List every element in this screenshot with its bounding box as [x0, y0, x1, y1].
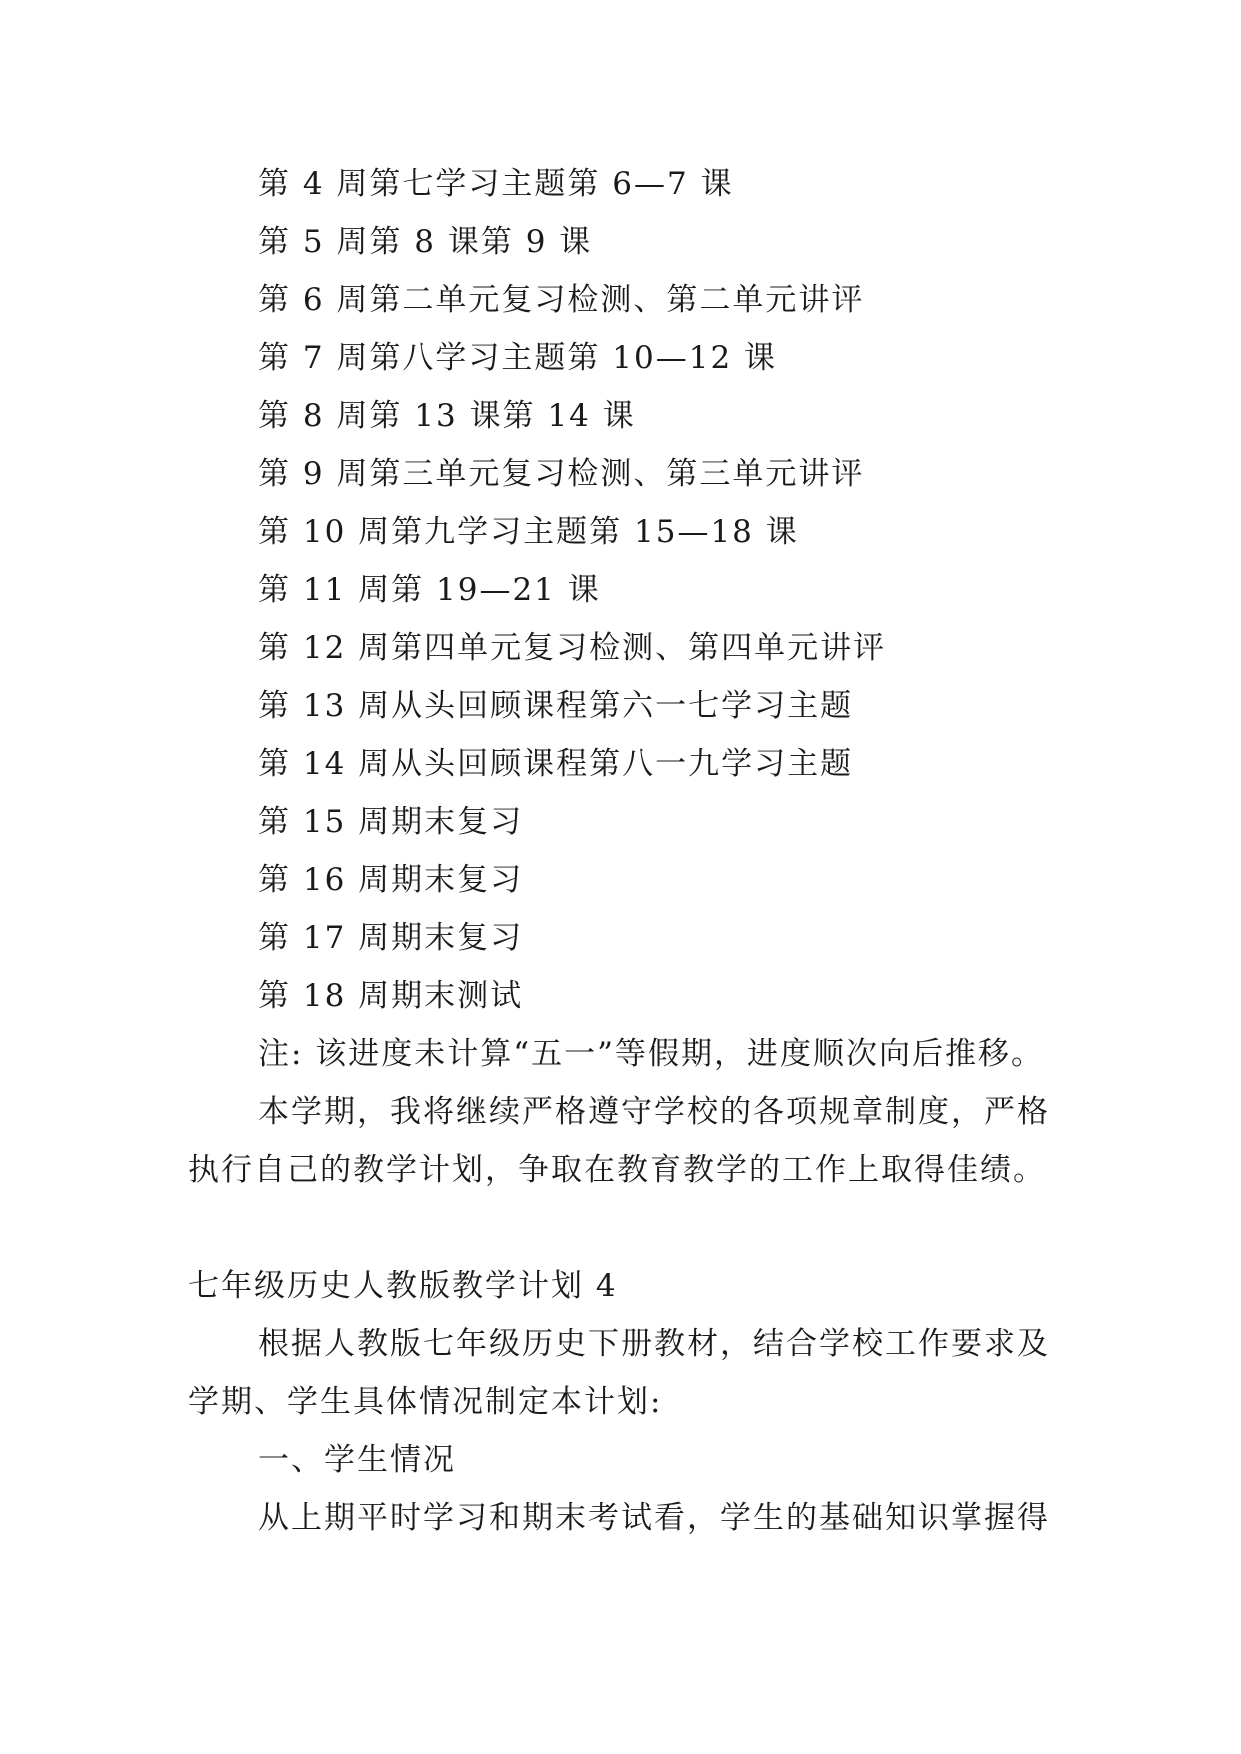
schedule-note: 注: 该进度未计算“五一”等假期，进度顺次向后推移。 [258, 1036, 1044, 1072]
schedule-line-week-18: 第 18 周期末测试 [258, 978, 524, 1014]
section-heading-student-situation: 一、学生情况 [258, 1442, 456, 1478]
schedule-line-week-17: 第 17 周期末复习 [258, 920, 524, 956]
schedule-line-week-5: 第 5 周第 8 课第 9 课 [258, 224, 593, 260]
schedule-line-week-12: 第 12 周第四单元复习检测、第四单元讲评 [258, 630, 887, 666]
schedule-line-week-6: 第 6 周第二单元复习检测、第二单元讲评 [258, 282, 865, 318]
schedule-line-week-8: 第 8 周第 13 课第 14 课 [258, 398, 636, 434]
schedule-line-week-13: 第 13 周从头回顾课程第六一七学习主题 [258, 688, 854, 724]
schedule-line-week-10: 第 10 周第九学习主题第 15—18 课 [258, 514, 799, 550]
schedule-line-week-9: 第 9 周第三单元复习检测、第三单元讲评 [258, 456, 865, 492]
schedule-line-week-11: 第 11 周第 19—21 课 [258, 572, 601, 608]
schedule-line-week-7: 第 7 周第八学习主题第 10—12 课 [258, 340, 778, 376]
intro-paragraph-line-2: 学期、学生具体情况制定本计划: [188, 1384, 663, 1420]
student-situation-paragraph-line-1: 从上期平时学习和期末考试看，学生的基础知识掌握得 [258, 1500, 1050, 1536]
section-title: 七年级历史人教版教学计划 4 [188, 1268, 618, 1304]
schedule-line-week-4: 第 4 周第七学习主题第 6—7 课 [258, 166, 734, 202]
intro-paragraph-line-1: 根据人教版七年级历史下册教材，结合学校工作要求及 [258, 1326, 1050, 1362]
schedule-line-week-15: 第 15 周期末复习 [258, 804, 524, 840]
closing-paragraph-line-1: 本学期，我将继续严格遵守学校的各项规章制度，严格 [258, 1094, 1050, 1130]
schedule-line-week-14: 第 14 周从头回顾课程第八一九学习主题 [258, 746, 854, 782]
schedule-line-week-16: 第 16 周期末复习 [258, 862, 524, 898]
closing-paragraph-line-2: 执行自己的教学计划，争取在教育教学的工作上取得佳绩。 [188, 1152, 1046, 1188]
